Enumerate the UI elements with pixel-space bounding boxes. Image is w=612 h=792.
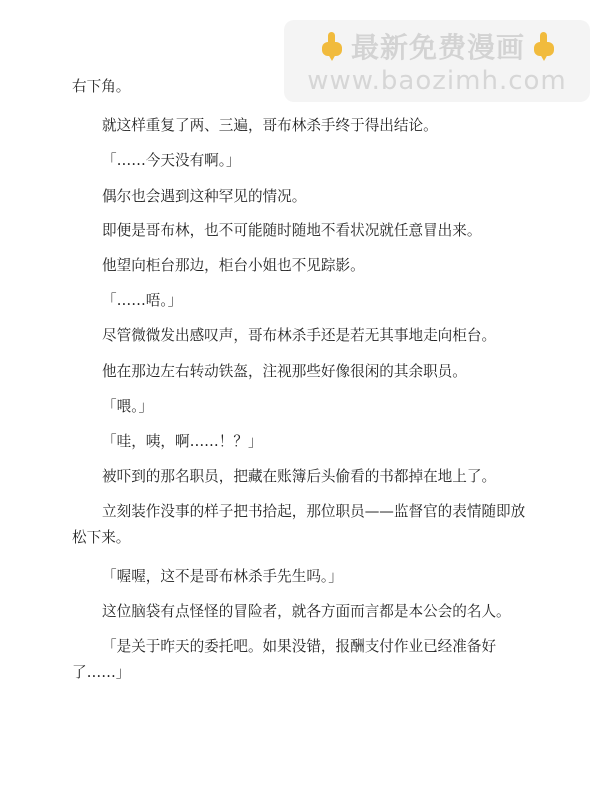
paragraph: 立刻装作没事的样子把书拾起，那位职员——监督官的表情随即放 bbox=[102, 503, 526, 520]
paragraph: 松下来。 bbox=[72, 529, 131, 546]
paragraph: 了……」 bbox=[72, 664, 131, 681]
paragraph: 「喔喔，这不是哥布林杀手先生吗。」 bbox=[102, 568, 343, 585]
paragraph: 就这样重复了两、三遍，哥布林杀手终于得出结论。 bbox=[102, 117, 438, 134]
paragraph: 「……唔。」 bbox=[102, 292, 183, 309]
paragraph: 尽管微微发出感叹声，哥布林杀手还是若无其事地走向柜台。 bbox=[102, 327, 497, 344]
paragraph: 「是关于昨天的委托吧。如果没错，报酬支付作业已经准备好 bbox=[102, 638, 497, 655]
paragraph: 「哇，咦，啊……！？」 bbox=[102, 433, 263, 450]
pointing-down-hand-icon bbox=[529, 30, 559, 62]
paragraph: 偶尔也会遇到这种罕见的情况。 bbox=[102, 188, 307, 205]
paragraph: 右下角。 bbox=[72, 78, 131, 95]
paragraph: 「……今天没有啊。」 bbox=[102, 152, 241, 169]
paragraph: 这位脑袋有点怪怪的冒险者，就各方面而言都是本公会的名人。 bbox=[102, 603, 511, 620]
watermark-title-row bbox=[294, 28, 582, 64]
paragraph: 他望向柜台那边，柜台小姐也不见踪影。 bbox=[102, 257, 365, 274]
paragraph: 被吓到的那名职员，把藏在账簿后头偷看的书都掉在地上了。 bbox=[102, 468, 497, 485]
paragraph: 他在那边左右转动铁盔，注视那些好像很闲的其余职员。 bbox=[102, 363, 467, 380]
watermark-url: www.baozimh.com bbox=[307, 66, 567, 96]
watermark-title: 最新免费漫画 bbox=[350, 31, 525, 64]
paragraph: 「喂。」 bbox=[102, 398, 154, 415]
pointing-down-hand-icon bbox=[317, 30, 347, 62]
watermark-badge bbox=[284, 20, 590, 102]
paragraph: 即便是哥布林，也不可能随时随地不看状况就任意冒出来。 bbox=[102, 222, 482, 239]
